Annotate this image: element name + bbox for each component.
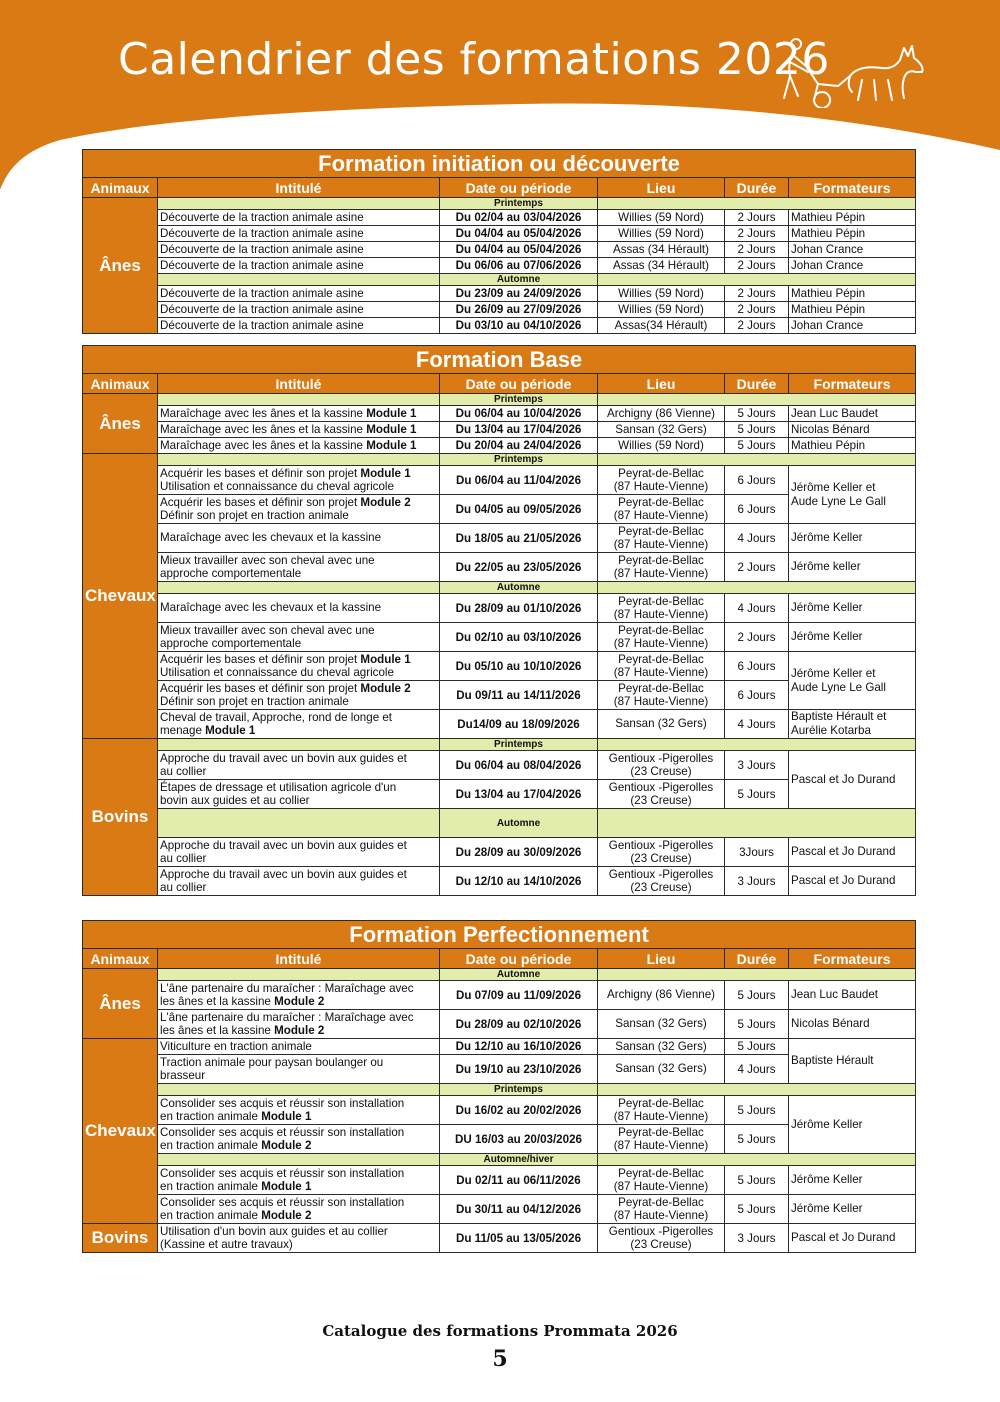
animal-label: Ânes [83, 198, 158, 334]
intitule-cell: Consolider ses acquis et réussir son installation en traction animale Module 1 [158, 1096, 440, 1125]
animal-label: Ânes [83, 394, 158, 454]
lieu-cell: Willies (59 Nord) [598, 286, 725, 302]
date-cell: Du14/09 au 18/09/2026 [440, 710, 598, 739]
duree-cell: 5 Jours [725, 1096, 789, 1125]
formateurs-cell: Nicolas Bénard [789, 422, 916, 438]
season-label: Printemps [440, 394, 598, 406]
intitule-cell: Étapes de dressage et utilisation agricole d'un bovin aux guides et au collier [158, 780, 440, 809]
lieu-cell: Archigny (86 Vienne) [598, 406, 725, 422]
animal-label: Bovins [83, 739, 158, 896]
season-band [158, 1154, 440, 1166]
formateurs-cell: Jérôme Keller [789, 1166, 916, 1195]
intitule-cell: Maraîchage avec les ânes et la kassine Module 1 [158, 438, 440, 454]
lieu-cell: Gentioux -Pigerolles (23 Creuse) [598, 780, 725, 809]
formateurs-cell: Jérôme Keller et Aude Lyne Le Gall [789, 652, 916, 710]
season-band [158, 582, 440, 594]
formateurs-cell: Jérôme Keller [789, 1195, 916, 1224]
lieu-cell: Peyrat-de-Bellac (87 Haute-Vienne) [598, 681, 725, 710]
season-band [158, 739, 440, 751]
lieu-cell: Gentioux -Pigerolles (23 Creuse) [598, 867, 725, 896]
base-table [82, 345, 916, 896]
formateurs-cell: Jérôme Keller [789, 1096, 916, 1154]
section-title: Formation Base [83, 346, 916, 374]
page-title: Calendrier des formations 2026 [118, 34, 830, 85]
col-header-intitule: Intitulé [158, 178, 440, 198]
formateurs-cell: Pascal et Jo Durand [789, 838, 916, 867]
donkey-plough-logo-icon [778, 32, 928, 108]
season-band [158, 274, 440, 286]
duree-cell: 5 Jours [725, 981, 789, 1010]
lieu-cell: Peyrat-de-Bellac (87 Haute-Vienne) [598, 1166, 725, 1195]
date-cell: Du 22/05 au 23/05/2026 [440, 553, 598, 582]
duree-cell: 4 Jours [725, 710, 789, 739]
date-cell: Du 07/09 au 11/09/2026 [440, 981, 598, 1010]
lieu-cell: Peyrat-de-Bellac (87 Haute-Vienne) [598, 466, 725, 495]
intitule-cell: Traction animale pour paysan boulanger ou brasseur [158, 1055, 440, 1084]
season-band [598, 1084, 916, 1096]
intitule-cell: Consolider ses acquis et réussir son installation en traction animale Module 2 [158, 1195, 440, 1224]
season-label: Printemps [440, 1084, 598, 1096]
col-header-date: Date ou période [440, 374, 598, 394]
formateurs-cell: Baptiste Hérault et Aurélie Kotarba [789, 710, 916, 739]
date-cell: Du 06/04 au 11/04/2026 [440, 466, 598, 495]
intitule-cell: Approche du travail avec un bovin aux guides et au collier [158, 838, 440, 867]
table-row [83, 1010, 916, 1039]
col-header-formateurs: Formateurs [789, 374, 916, 394]
animal-label: Chevaux [83, 454, 158, 739]
season-band [158, 198, 440, 210]
duree-cell: 5 Jours [725, 1039, 789, 1055]
date-cell: Du 12/10 au 14/10/2026 [440, 867, 598, 896]
table-row [83, 981, 916, 1010]
duree-cell: 2 Jours [725, 553, 789, 582]
lieu-cell: Willies (59 Nord) [598, 210, 725, 226]
season-label: Automne [440, 274, 598, 286]
date-cell: Du 03/10 au 04/10/2026 [440, 318, 598, 334]
date-cell: Du 28/09 au 30/09/2026 [440, 838, 598, 867]
col-header-intitule: Intitulé [158, 949, 440, 969]
intitule-cell: Acquérir les bases et définir son projet Module 2 Définir son projet en traction animale [158, 495, 440, 524]
intitule-cell: L'âne partenaire du maraîcher : Maraîchage avec les ânes et la kassine Module 2 [158, 981, 440, 1010]
table-row [83, 524, 916, 553]
section-initiation [82, 149, 915, 334]
season-band [598, 274, 916, 286]
lieu-cell: Sansan (32 Gers) [598, 1010, 725, 1039]
table-row [83, 710, 916, 739]
date-cell: Du 23/09 au 24/09/2026 [440, 286, 598, 302]
season-band [598, 198, 916, 210]
duree-cell: 3Jours [725, 838, 789, 867]
season-band [598, 394, 916, 406]
date-cell: Du 12/10 au 16/10/2026 [440, 1039, 598, 1055]
perfectionnement-table [82, 920, 916, 1253]
lieu-cell: Archigny (86 Vienne) [598, 981, 725, 1010]
season-label: Printemps [440, 198, 598, 210]
season-band [598, 969, 916, 981]
lieu-cell: Peyrat-de-Bellac (87 Haute-Vienne) [598, 594, 725, 623]
table-row [83, 258, 916, 274]
date-cell: Du 20/04 au 24/04/2026 [440, 438, 598, 454]
col-header-animaux: Animaux [83, 949, 158, 969]
formateurs-cell: Mathieu Pépin [789, 302, 916, 318]
table-row [83, 1039, 916, 1055]
date-cell: Du 02/11 au 06/11/2026 [440, 1166, 598, 1195]
duree-cell: 5 Jours [725, 1010, 789, 1039]
season-label: Automne/hiver [440, 1154, 598, 1166]
table-row [83, 318, 916, 334]
lieu-cell: Peyrat-de-Bellac (87 Haute-Vienne) [598, 553, 725, 582]
lieu-cell: Assas (34 Hérault) [598, 242, 725, 258]
date-cell: Du 13/04 au 17/04/2026 [440, 422, 598, 438]
lieu-cell: Sansan (32 Gers) [598, 710, 725, 739]
formateurs-cell: Nicolas Bénard [789, 1010, 916, 1039]
duree-cell: 2 Jours [725, 242, 789, 258]
date-cell: Du 06/04 au 08/04/2026 [440, 751, 598, 780]
col-header-duree: Durée [725, 178, 789, 198]
col-header-lieu: Lieu [598, 374, 725, 394]
section-title: Formation initiation ou découverte [83, 150, 916, 178]
table-row [83, 406, 916, 422]
duree-cell: 6 Jours [725, 466, 789, 495]
table-row [83, 1096, 916, 1125]
animal-label: Chevaux [83, 1039, 158, 1224]
formateurs-cell: Mathieu Pépin [789, 438, 916, 454]
intitule-cell: Utilisation d'un bovin aux guides et au collier (Kassine et autre travaux) [158, 1224, 440, 1253]
table-row [83, 1195, 916, 1224]
formateurs-cell: Johan Crance [789, 258, 916, 274]
formateurs-cell: Mathieu Pépin [789, 286, 916, 302]
intitule-cell: Acquérir les bases et définir son projet Module 1 Utilisation et connaissance du cheval agricole [158, 466, 440, 495]
season-label: Printemps [440, 739, 598, 751]
intitule-cell: Découverte de la traction animale asine [158, 210, 440, 226]
formateurs-cell: Mathieu Pépin [789, 226, 916, 242]
season-label: Automne [440, 582, 598, 594]
season-band [598, 809, 916, 838]
season-band [158, 969, 440, 981]
intitule-cell: Viticulture en traction animale [158, 1039, 440, 1055]
col-header-date: Date ou période [440, 178, 598, 198]
intitule-cell: Approche du travail avec un bovin aux guides et au collier [158, 867, 440, 896]
formateurs-cell: Pascal et Jo Durand [789, 751, 916, 809]
lieu-cell: Peyrat-de-Bellac (87 Haute-Vienne) [598, 623, 725, 652]
intitule-cell: Mieux travailler avec son cheval avec une approche comportementale [158, 623, 440, 652]
season-band [598, 1154, 916, 1166]
lieu-cell: Peyrat-de-Bellac (87 Haute-Vienne) [598, 495, 725, 524]
animal-label: Bovins [83, 1224, 158, 1253]
intitule-cell: Découverte de la traction animale asine [158, 242, 440, 258]
intitule-cell: Découverte de la traction animale asine [158, 226, 440, 242]
date-cell: Du 04/04 au 05/04/2026 [440, 242, 598, 258]
col-header-formateurs: Formateurs [789, 178, 916, 198]
table-row [83, 838, 916, 867]
formateurs-cell: Pascal et Jo Durand [789, 867, 916, 896]
lieu-cell: Peyrat-de-Bellac (87 Haute-Vienne) [598, 652, 725, 681]
col-header-intitule: Intitulé [158, 374, 440, 394]
date-cell: Du 05/10 au 10/10/2026 [440, 652, 598, 681]
table-row [83, 553, 916, 582]
table-row [83, 422, 916, 438]
season-band [158, 454, 440, 466]
lieu-cell: Sansan (32 Gers) [598, 1055, 725, 1084]
table-row [83, 226, 916, 242]
section-title: Formation Perfectionnement [83, 921, 916, 949]
duree-cell: 3 Jours [725, 867, 789, 896]
duree-cell: 3 Jours [725, 1224, 789, 1253]
formateurs-cell: Jean Luc Baudet [789, 981, 916, 1010]
table-row [83, 242, 916, 258]
col-header-animaux: Animaux [83, 374, 158, 394]
date-cell: DU 16/03 au 20/03/2026 [440, 1125, 598, 1154]
date-cell: Du 02/04 au 03/04/2026 [440, 210, 598, 226]
section-perfectionnement [82, 920, 915, 1253]
date-cell: Du 28/09 au 02/10/2026 [440, 1010, 598, 1039]
col-header-duree: Durée [725, 374, 789, 394]
date-cell: Du 30/11 au 04/12/2026 [440, 1195, 598, 1224]
duree-cell: 5 Jours [725, 422, 789, 438]
duree-cell: 3 Jours [725, 751, 789, 780]
table-row [83, 623, 916, 652]
season-band [598, 739, 916, 751]
intitule-cell: Consolider ses acquis et réussir son installation en traction animale Module 1 [158, 1166, 440, 1195]
intitule-cell: Consolider ses acquis et réussir son installation en traction animale Module 2 [158, 1125, 440, 1154]
table-row [83, 466, 916, 495]
col-header-animaux: Animaux [83, 178, 158, 198]
lieu-cell: Assas (34 Hérault) [598, 258, 725, 274]
formateurs-cell: Jérôme Keller et Aude Lyne Le Gall [789, 466, 916, 524]
duree-cell: 4 Jours [725, 1055, 789, 1084]
duree-cell: 6 Jours [725, 681, 789, 710]
duree-cell: 5 Jours [725, 406, 789, 422]
season-label: Automne [440, 969, 598, 981]
page-number: 5 [492, 1346, 508, 1372]
formateurs-cell: Jérôme Keller [789, 623, 916, 652]
formateurs-cell: Jérôme Keller [789, 594, 916, 623]
lieu-cell: Willies (59 Nord) [598, 226, 725, 242]
duree-cell: 2 Jours [725, 210, 789, 226]
duree-cell: 5 Jours [725, 1195, 789, 1224]
formateurs-cell: Jérôme keller [789, 553, 916, 582]
season-label: Printemps [440, 454, 598, 466]
intitule-cell: L'âne partenaire du maraîcher : Maraîchage avec les ânes et la kassine Module 2 [158, 1010, 440, 1039]
date-cell: Du 18/05 au 21/05/2026 [440, 524, 598, 553]
lieu-cell: Willies (59 Nord) [598, 438, 725, 454]
intitule-cell: Mieux travailler avec son cheval avec une approche comportementale [158, 553, 440, 582]
lieu-cell: Peyrat-de-Bellac (87 Haute-Vienne) [598, 1096, 725, 1125]
col-header-lieu: Lieu [598, 949, 725, 969]
lieu-cell: Peyrat-de-Bellac (87 Haute-Vienne) [598, 1125, 725, 1154]
date-cell: Du 02/10 au 03/10/2026 [440, 623, 598, 652]
duree-cell: 5 Jours [725, 780, 789, 809]
formateurs-cell: Johan Crance [789, 318, 916, 334]
lieu-cell: Peyrat-de-Bellac (87 Haute-Vienne) [598, 524, 725, 553]
table-row [83, 286, 916, 302]
date-cell: Du 28/09 au 01/10/2026 [440, 594, 598, 623]
table-row [83, 1166, 916, 1195]
table-row [83, 210, 916, 226]
lieu-cell: Gentioux -Pigerolles (23 Creuse) [598, 751, 725, 780]
table-row [83, 751, 916, 780]
date-cell: Du 16/02 au 20/02/2026 [440, 1096, 598, 1125]
season-band [158, 394, 440, 406]
duree-cell: 2 Jours [725, 318, 789, 334]
date-cell: Du 04/05 au 09/05/2026 [440, 495, 598, 524]
table-row [83, 652, 916, 681]
duree-cell: 4 Jours [725, 524, 789, 553]
col-header-lieu: Lieu [598, 178, 725, 198]
lieu-cell: Peyrat-de-Bellac (87 Haute-Vienne) [598, 1195, 725, 1224]
season-band [598, 454, 916, 466]
duree-cell: 2 Jours [725, 258, 789, 274]
date-cell: Du 06/04 au 10/04/2026 [440, 406, 598, 422]
duree-cell: 5 Jours [725, 1166, 789, 1195]
table-row [83, 302, 916, 318]
duree-cell: 5 Jours [725, 438, 789, 454]
lieu-cell: Willies (59 Nord) [598, 302, 725, 318]
duree-cell: 5 Jours [725, 1125, 789, 1154]
season-band [598, 582, 916, 594]
section-base [82, 345, 915, 896]
formateurs-cell: Baptiste Hérault [789, 1039, 916, 1084]
intitule-cell: Découverte de la traction animale asine [158, 318, 440, 334]
col-header-formateurs: Formateurs [789, 949, 916, 969]
date-cell: Du 11/05 au 13/05/2026 [440, 1224, 598, 1253]
duree-cell: 2 Jours [725, 302, 789, 318]
duree-cell: 4 Jours [725, 594, 789, 623]
formateurs-cell: Pascal et Jo Durand [789, 1224, 916, 1253]
duree-cell: 2 Jours [725, 623, 789, 652]
table-row [83, 594, 916, 623]
date-cell: Du 26/09 au 27/09/2026 [440, 302, 598, 318]
date-cell: Du 19/10 au 23/10/2026 [440, 1055, 598, 1084]
duree-cell: 2 Jours [725, 286, 789, 302]
intitule-cell: Maraîchage avec les ânes et la kassine Module 1 [158, 422, 440, 438]
lieu-cell: Gentioux -Pigerolles (23 Creuse) [598, 838, 725, 867]
intitule-cell: Acquérir les bases et définir son projet Module 1 Utilisation et connaissance du cheval agricole [158, 652, 440, 681]
formateurs-cell: Johan Crance [789, 242, 916, 258]
date-cell: Du 04/04 au 05/04/2026 [440, 226, 598, 242]
duree-cell: 6 Jours [725, 495, 789, 524]
intitule-cell: Acquérir les bases et définir son projet Module 2 Définir son projet en traction animale [158, 681, 440, 710]
intitule-cell: Découverte de la traction animale asine [158, 286, 440, 302]
lieu-cell: Assas(34 Hérault) [598, 318, 725, 334]
intitule-cell: Maraîchage avec les chevaux et la kassine [158, 524, 440, 553]
intitule-cell: Cheval de travail, Approche, rond de longe et menage Module 1 [158, 710, 440, 739]
catalogue-footer: Catalogue des formations Prommata 2026 [322, 1322, 678, 1340]
table-row [83, 867, 916, 896]
intitule-cell: Découverte de la traction animale asine [158, 302, 440, 318]
col-header-duree: Durée [725, 949, 789, 969]
duree-cell: 6 Jours [725, 652, 789, 681]
intitule-cell: Maraîchage avec les ânes et la kassine Module 1 [158, 406, 440, 422]
formateurs-cell: Mathieu Pépin [789, 210, 916, 226]
intitule-cell: Découverte de la traction animale asine [158, 258, 440, 274]
season-label: Automne [440, 809, 598, 838]
season-band [158, 1084, 440, 1096]
formateurs-cell: Jérôme Keller [789, 524, 916, 553]
date-cell: Du 09/11 au 14/11/2026 [440, 681, 598, 710]
lieu-cell: Sansan (32 Gers) [598, 1039, 725, 1055]
season-band [158, 809, 440, 838]
table-row [83, 438, 916, 454]
intitule-cell: Approche du travail avec un bovin aux guides et au collier [158, 751, 440, 780]
animal-label: Ânes [83, 969, 158, 1039]
lieu-cell: Gentioux -Pigerolles (23 Creuse) [598, 1224, 725, 1253]
lieu-cell: Sansan (32 Gers) [598, 422, 725, 438]
table-row [83, 1224, 916, 1253]
initiation-table [82, 149, 916, 334]
date-cell: Du 13/04 au 17/04/2026 [440, 780, 598, 809]
date-cell: Du 06/06 au 07/06/2026 [440, 258, 598, 274]
duree-cell: 2 Jours [725, 226, 789, 242]
intitule-cell: Maraîchage avec les chevaux et la kassine [158, 594, 440, 623]
formateurs-cell: Jean Luc Baudet [789, 406, 916, 422]
col-header-date: Date ou période [440, 949, 598, 969]
